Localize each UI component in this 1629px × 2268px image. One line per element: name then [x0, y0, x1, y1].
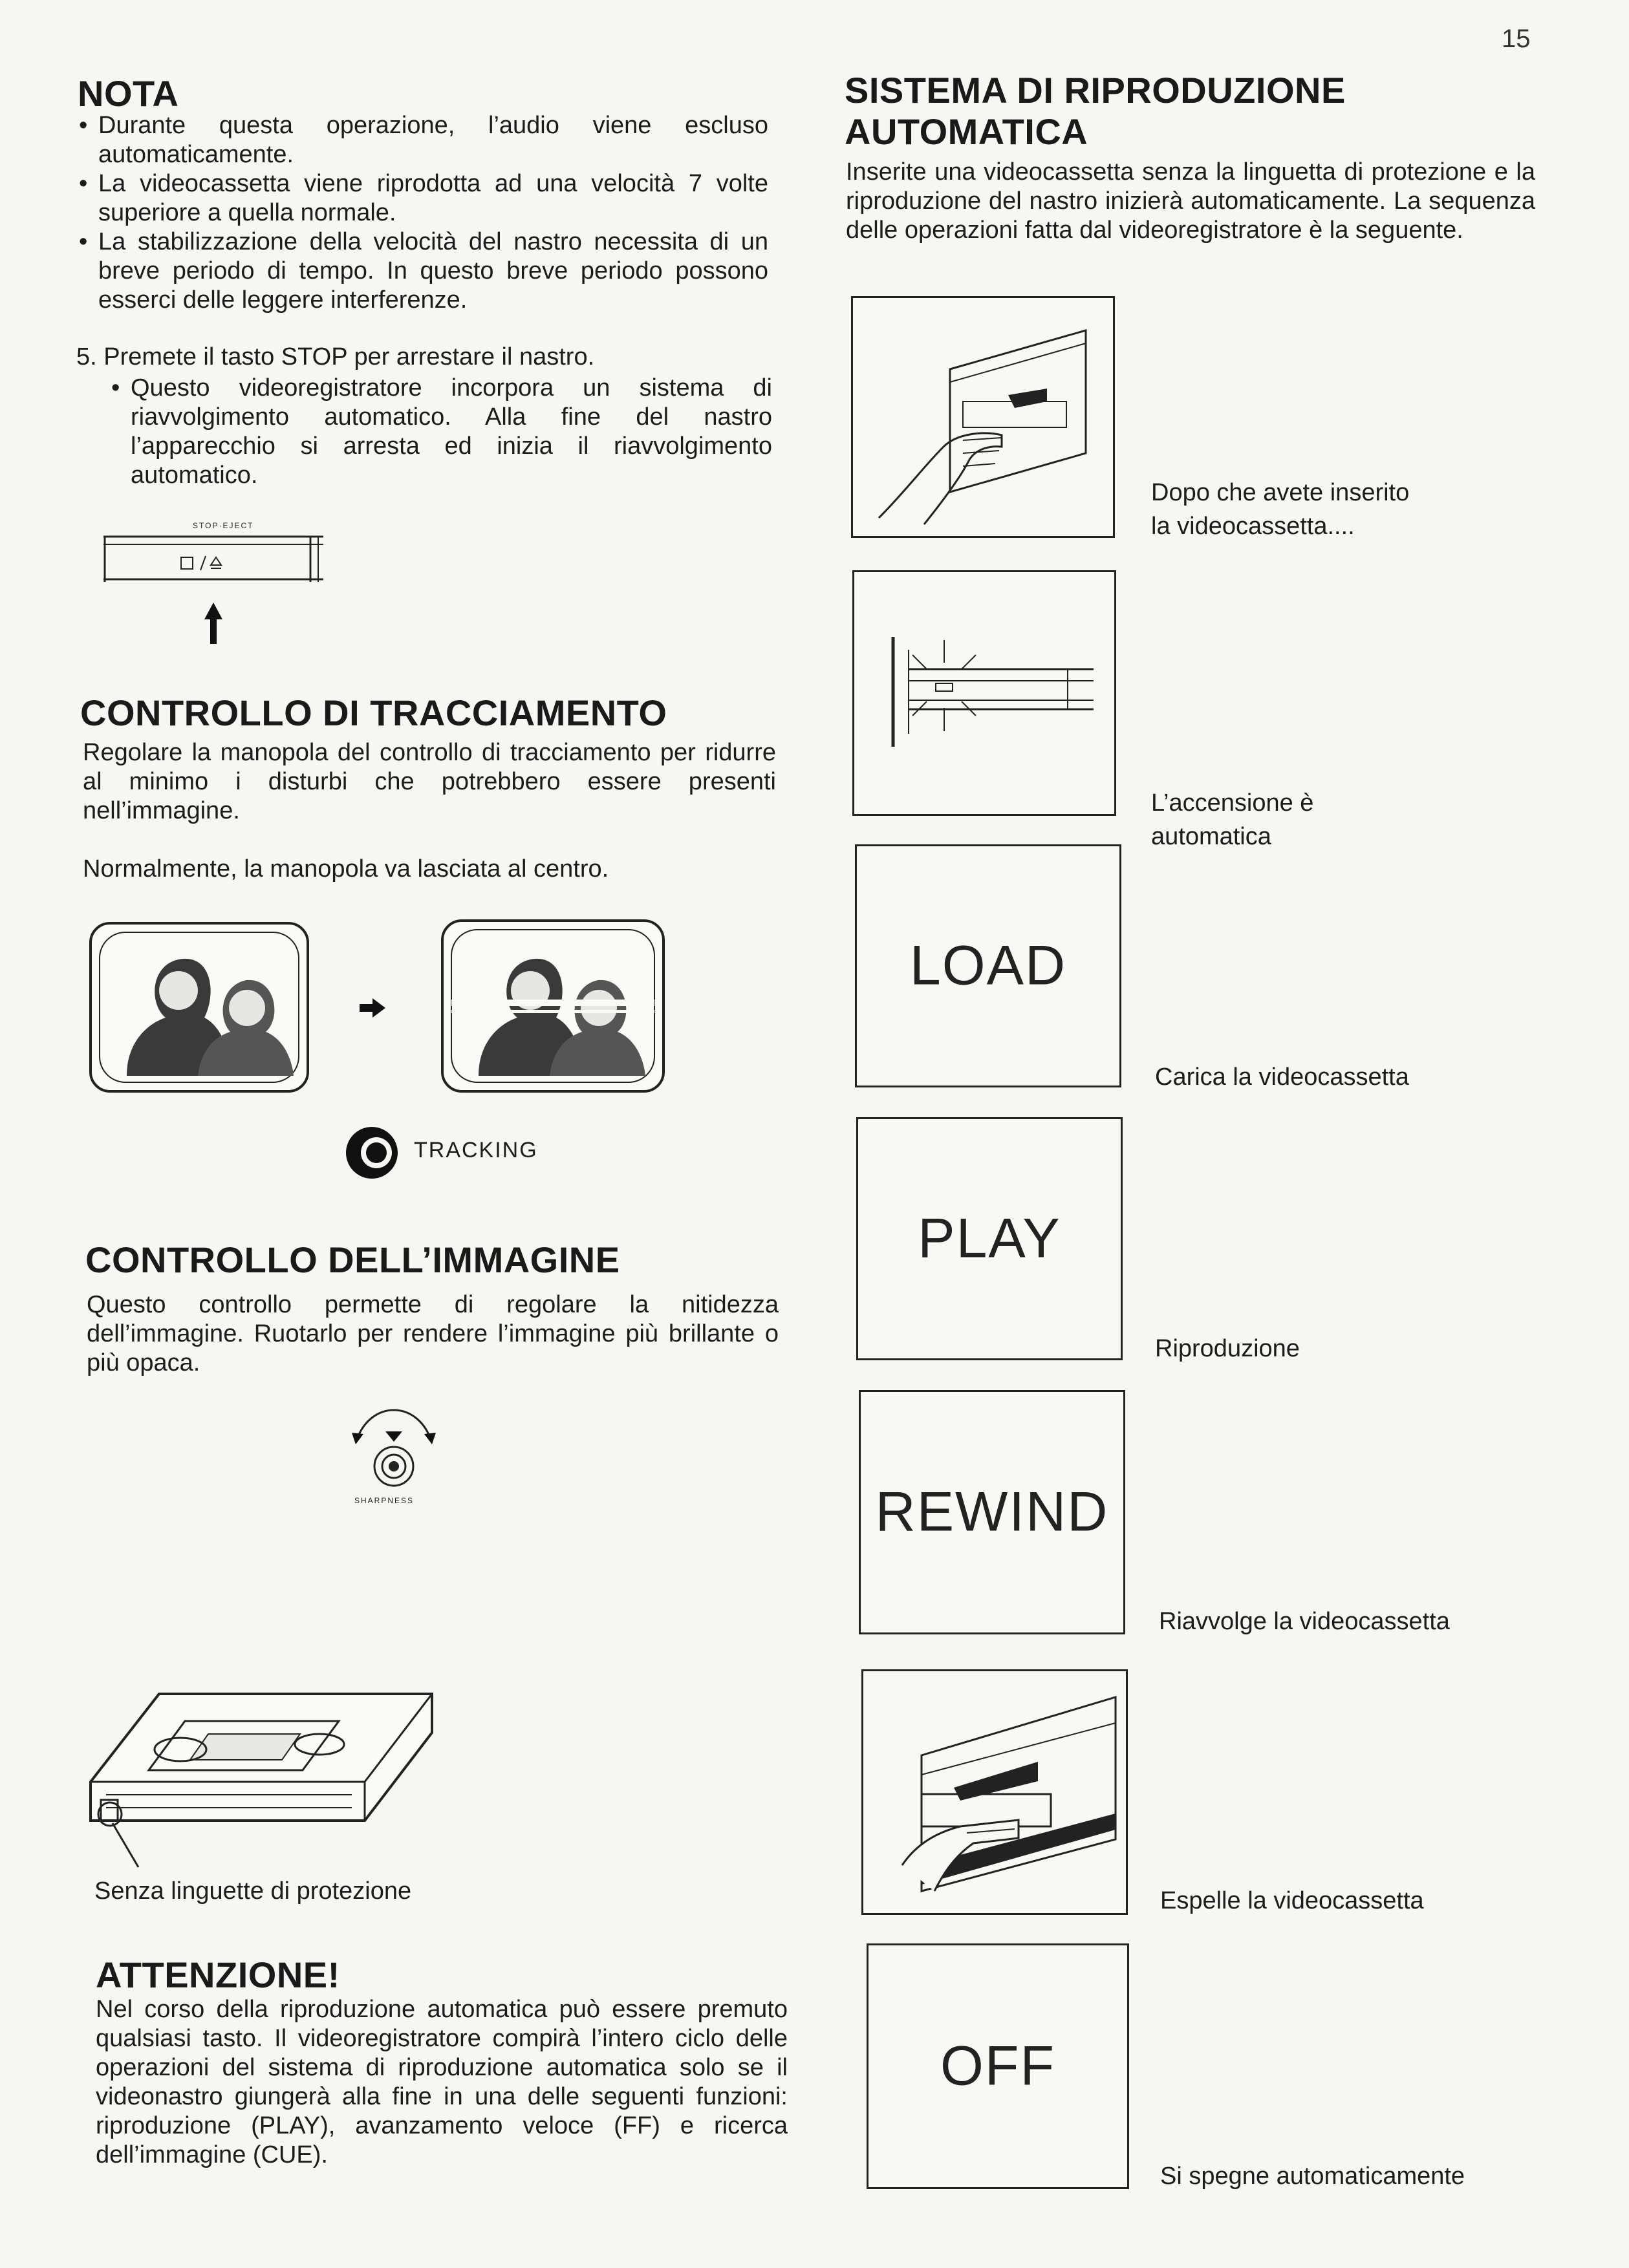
nota-item: • Durante questa operazione, l’audio viene escluso automaticamente.: [79, 111, 768, 169]
tracking-text: Regolare la manopola del controllo di tracciamento per ridurre al minimo i disturbi che potrebbero essere presenti nell’immagine.: [83, 739, 776, 824]
arrow-right-icon: [360, 998, 385, 1018]
step-display-play: PLAY: [918, 1207, 1061, 1270]
step-caption: Si spegne automaticamente: [1160, 2163, 1465, 2190]
tv-before-illustration: [88, 921, 310, 1094]
attention-text: Nel corso della riproduzione automatica può essere premuto qualsiasi tasto. Il videoregistratore compirà l’intero ciclo delle operazioni del sistema di riproduzione automatica solo se il videonastro giungerà alla fine in una delle seguenti funzioni: riproduzione (PLAY), avanzamento veloce (FF) e ricerca dell’immagine (CUE).: [96, 1996, 788, 2168]
tracking-normal-text: Normalmente, la manopola va lasciata al centro.: [83, 855, 609, 883]
step-caption: L’accensione è automatica: [1151, 789, 1314, 850]
step5-text: 5. Premete il tasto STOP per arrestare il nastro.: [76, 343, 595, 370]
auto-play-intro: Inserite una videocassetta senza la linguetta di protezione e la riproduzione del nastro inizierà automaticamente. La sequenza delle operazioni fatta dal videoregistratore è la seguente.: [846, 158, 1535, 244]
step-caption: Espelle la videocassetta: [1160, 1887, 1424, 1914]
power-on-icon: [854, 572, 1114, 814]
tracking-heading: CONTROLLO DI TRACCIAMENTO: [80, 692, 667, 733]
image-control-text: Questo controllo permette di regolare la nitidezza dell’immagine. Ruotarlo per rendere l’immagine più brillante o più opaca.: [87, 1291, 779, 1376]
step5-subitem: • Questo videoregistratore incorpora un sistema di riavvolgimento automatico. Alla fine del nastro l’apparecchio si arresta ed inizia il riavvolgimento automatico.: [111, 374, 772, 490]
step-box-load: [855, 844, 1121, 1087]
stop-eject-label: STOP·EJECT: [193, 521, 254, 530]
stop-eject-illustration: [97, 517, 330, 659]
step-box-play: [856, 1117, 1123, 1360]
step-box-off: [867, 1943, 1129, 2189]
step-caption: Dopo che avete inserito la videocassetta....: [1151, 479, 1410, 540]
step5-sublist: [111, 374, 772, 490]
image-control-heading: CONTROLLO DELL’IMMAGINE: [85, 1239, 620, 1280]
tape-caption: Senza linguette di protezione: [94, 1878, 412, 1905]
attention-heading: ATTENZIONE!: [96, 1954, 340, 1995]
step-display-load: LOAD: [909, 934, 1067, 997]
nota-item: • La videocassetta viene riprodotta ad una velocità 7 volte superiore a quella normale.: [79, 169, 768, 228]
auto-play-heading: SISTEMA DI RIPRODUZIONE AUTOMATICA: [845, 70, 1346, 152]
sharpness-knob-label: SHARPNESS: [354, 1496, 415, 1505]
nota-list: [79, 111, 768, 315]
step-box-insert: [851, 296, 1115, 538]
nota-item: • La stabilizzazione della velocità del nastro necessita di un breve periodo di tempo. In questo breve periodo possono esserci delle leggere interferenze.: [79, 228, 768, 315]
nota-heading: NOTA: [78, 73, 179, 114]
step-box-eject: [861, 1669, 1128, 1915]
stop-eject-panel-drawing: [97, 517, 330, 659]
tracking-knob-icon: [343, 1124, 401, 1182]
step-display-off: OFF: [940, 2035, 1055, 2097]
step-caption: Riavvolge la videocassetta: [1159, 1608, 1450, 1635]
step-display-rewind: REWIND: [875, 1481, 1109, 1543]
step-box-rewind: [859, 1390, 1125, 1634]
tv-after-illustration: [440, 918, 666, 1094]
eject-cassette-icon: [863, 1671, 1126, 1913]
page-number: 15: [1502, 25, 1531, 53]
insert-cassette-icon: [853, 298, 1113, 536]
video-cassette-illustration: [87, 1685, 449, 1879]
step-caption: Carica la videocassetta: [1155, 1064, 1409, 1091]
step-box-power-on: [852, 570, 1116, 816]
tracking-knob-label: TRACKING: [414, 1138, 538, 1162]
step-caption: Riproduzione: [1155, 1335, 1300, 1362]
